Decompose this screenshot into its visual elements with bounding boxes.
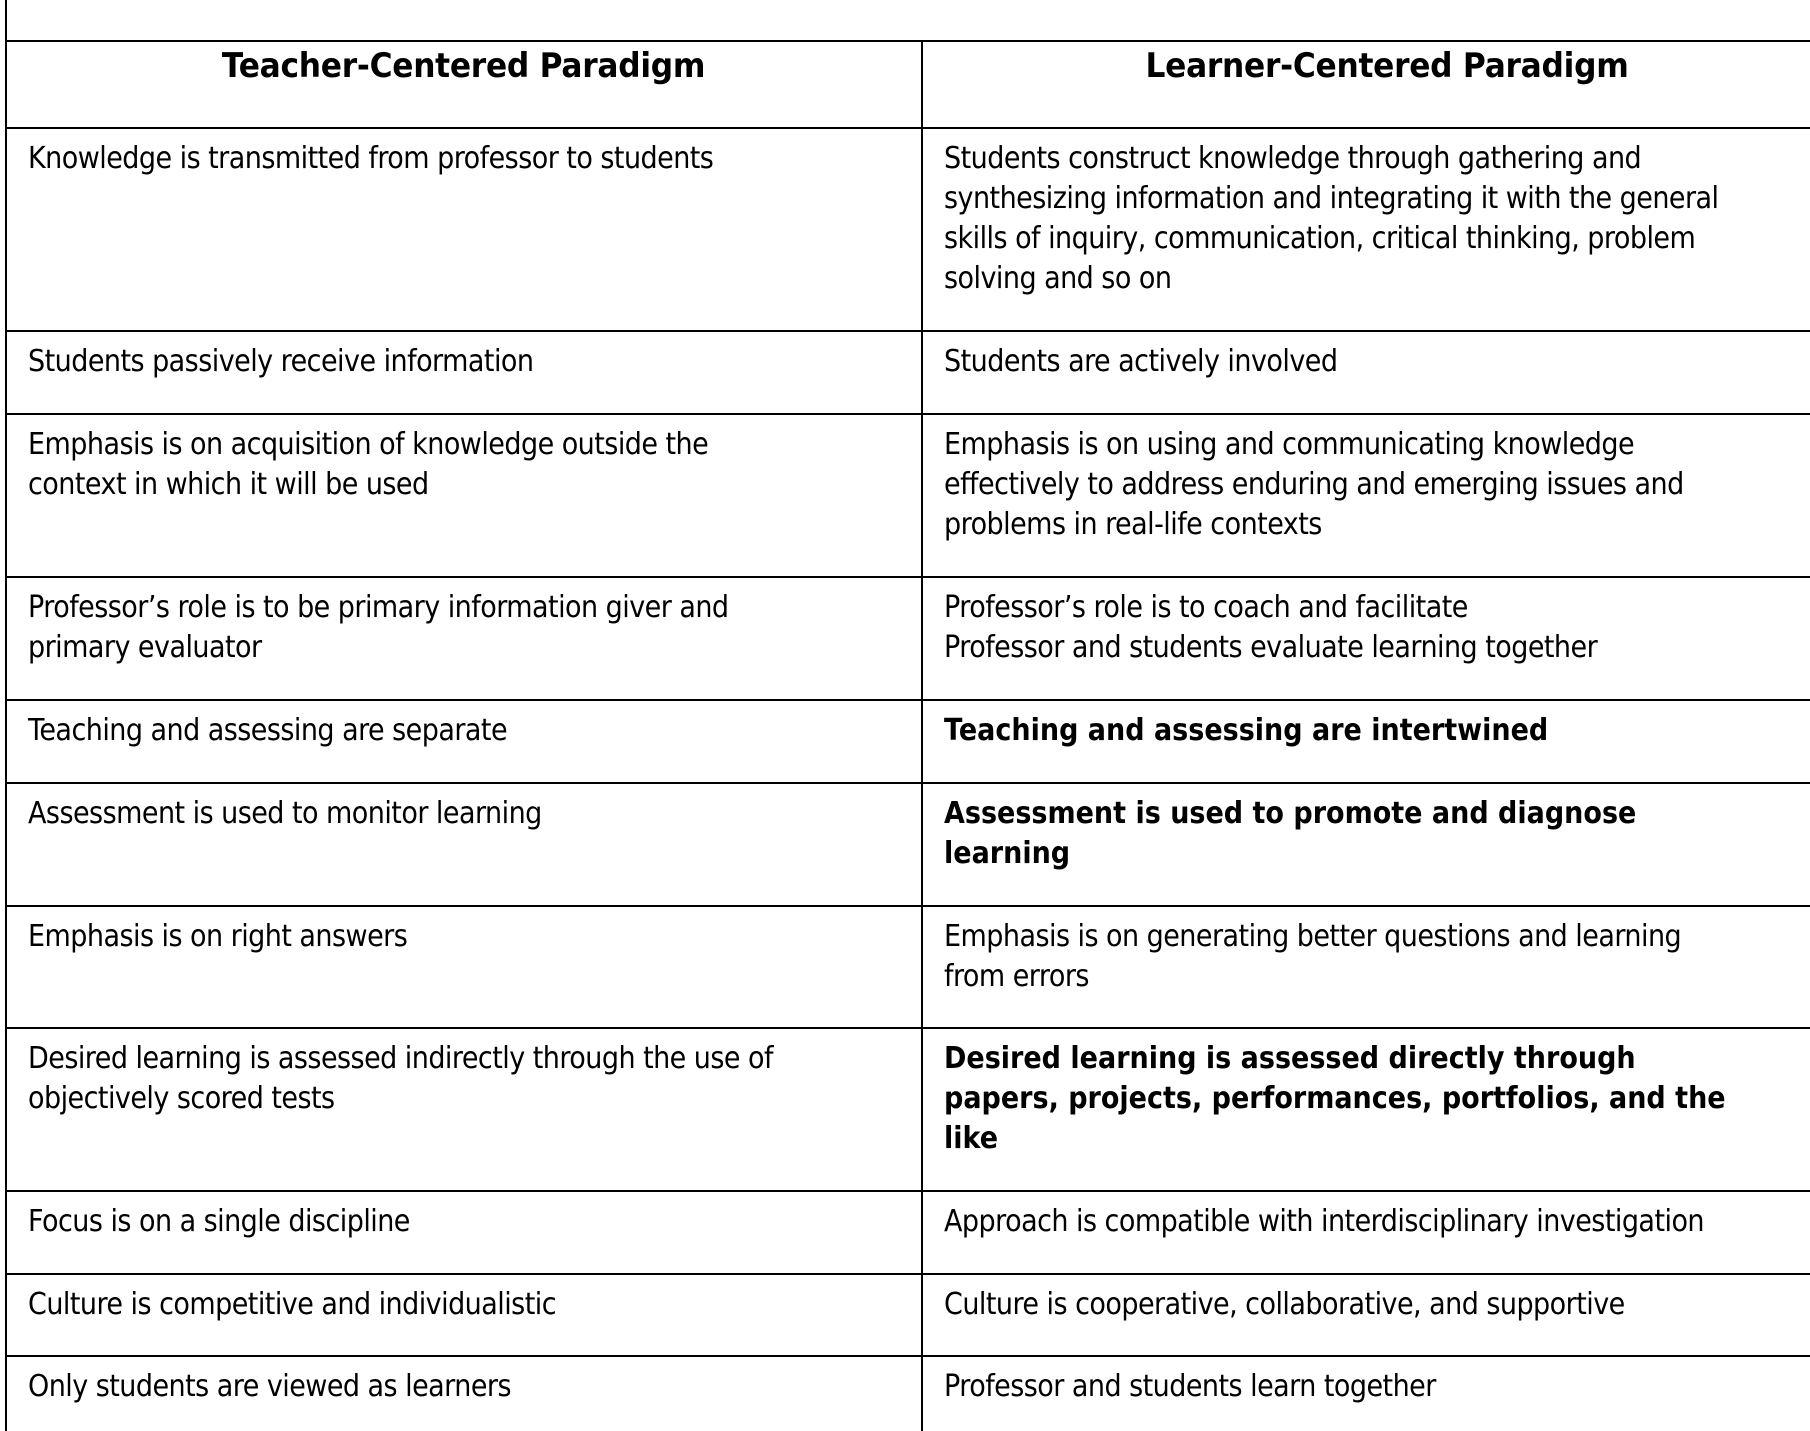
cell-line: Teaching and assessing are intertwined <box>944 713 1549 748</box>
cell-line: Approach is compatible with interdisciplinary investigation <box>944 1204 1705 1239</box>
learner-cell <box>944 1285 1625 1325</box>
cell-line: context in which it will be used <box>28 467 429 502</box>
teacher-cell <box>28 917 407 957</box>
learner-cell <box>944 917 1681 997</box>
column-divider <box>921 40 923 1431</box>
row-divider <box>5 905 1810 907</box>
cell-line: Professor and students learn together <box>944 1369 1436 1404</box>
learner-cell <box>944 588 1597 668</box>
cell-line: Assessment is used to promote and diagnose <box>944 796 1637 831</box>
header-bottom-border <box>5 127 1810 129</box>
teacher-cell <box>28 139 713 179</box>
cell-line: Emphasis is on using and communicating knowledge <box>944 427 1635 462</box>
cell-line: Desired learning is assessed directly through <box>944 1041 1636 1076</box>
cell-line: Culture is cooperative, collaborative, and supportive <box>944 1287 1625 1322</box>
cell-line: Knowledge is transmitted from professor to students <box>28 141 714 176</box>
row-divider <box>5 330 1810 332</box>
cell-line: Desired learning is assessed indirectly through the use of <box>28 1041 773 1076</box>
learner-cell <box>944 425 1684 545</box>
teacher-cell <box>28 794 542 834</box>
row-divider <box>5 1273 1810 1275</box>
row-divider <box>5 576 1810 578</box>
cell-line: effectively to address enduring and emerging issues and <box>944 467 1684 502</box>
cell-line: Professor’s role is to coach and facilitate <box>944 590 1468 625</box>
cell-line: Culture is competitive and individualistic <box>28 1287 557 1322</box>
learner-cell <box>944 139 1719 299</box>
row-divider <box>5 413 1810 415</box>
cell-line: Only students are viewed as learners <box>28 1369 511 1404</box>
teacher-cell <box>28 425 708 505</box>
learner-cell <box>944 711 1548 751</box>
row-divider <box>5 1190 1810 1192</box>
cell-line: learning <box>944 836 1071 871</box>
teacher-cell <box>28 588 729 668</box>
cell-line: Emphasis is on generating better questions and learning <box>944 919 1682 954</box>
learner-cell <box>944 342 1337 382</box>
teacher-cell <box>28 1367 511 1407</box>
teacher-cell <box>28 1039 773 1119</box>
learner-cell <box>944 1367 1436 1407</box>
row-divider <box>5 782 1810 784</box>
cell-line: like <box>944 1121 999 1156</box>
cell-line: papers, projects, performances, portfolios, and the <box>944 1081 1726 1116</box>
teacher-cell <box>28 342 533 382</box>
cell-line: Emphasis is on right answers <box>28 919 408 954</box>
cell-line: Students construct knowledge through gathering and <box>944 141 1642 176</box>
cell-line: Students passively receive information <box>28 344 534 379</box>
row-divider <box>5 1355 1810 1357</box>
row-divider <box>5 699 1810 701</box>
learner-cell <box>944 794 1636 874</box>
cell-line: Professor’s role is to be primary information giver and <box>28 590 729 625</box>
header-learner-centered: Learner-Centered Paradigm <box>1145 46 1629 86</box>
cell-line: primary evaluator <box>28 630 262 665</box>
cell-line: objectively scored tests <box>28 1081 335 1116</box>
cell-line: Students are actively involved <box>944 344 1338 379</box>
cell-line: Focus is on a single discipline <box>28 1204 410 1239</box>
table-left-border <box>5 0 7 1431</box>
cell-line: Emphasis is on acquisition of knowledge outside the <box>28 427 709 462</box>
teacher-cell <box>28 1202 410 1242</box>
cell-line: Professor and students evaluate learning together <box>944 630 1598 665</box>
cell-line: problems in real-life contexts <box>944 507 1322 542</box>
teacher-cell <box>28 1285 556 1325</box>
cell-line: Teaching and assessing are separate <box>28 713 508 748</box>
learner-cell <box>944 1202 1704 1242</box>
cell-line: from errors <box>944 959 1089 994</box>
cell-line: solving and so on <box>944 261 1172 296</box>
teacher-cell <box>28 711 507 751</box>
cell-line: skills of inquiry, communication, critical thinking, problem <box>944 221 1696 256</box>
learner-cell <box>944 1039 1726 1159</box>
row-divider <box>5 1027 1810 1029</box>
cell-line: Assessment is used to monitor learning <box>28 796 542 831</box>
cell-line: synthesizing information and integrating it with the general <box>944 181 1719 216</box>
header-teacher-centered: Teacher-Centered Paradigm <box>221 46 706 86</box>
table-top-border <box>5 40 1810 42</box>
